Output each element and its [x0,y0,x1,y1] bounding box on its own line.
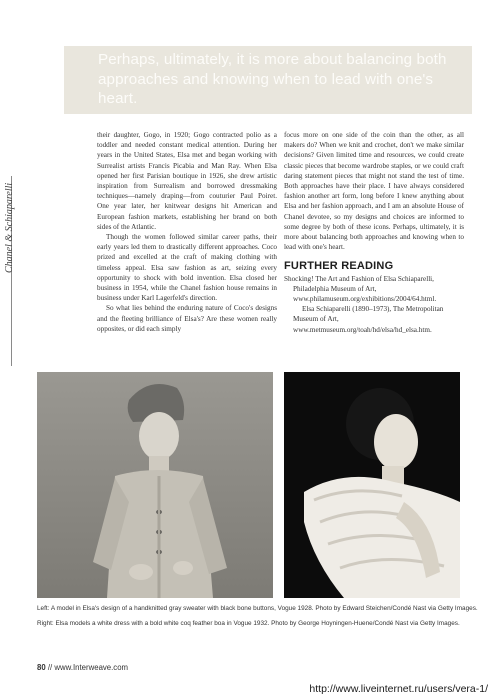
paragraph: focus more on one side of the coin than the other, as all makers do? When we knit and crochet, don't we make similar decisions? Given limited time and resources, we could create classic pieces that become wardrobe staples, or we could craft daring statement pieces that might not stand the test of time. Both approaches have their place. I have always considered fashion another art form, long before I knew anything about Elsa and her fashion approach, and I am an absolute House of Chanel devotee, so my designs and choices are informed to some degree by both of these icons. Perhaps, ultimately, it is more about balancing both approaches and knowing when to lead with one's heart. [284,131,464,252]
pull-quote: Perhaps, ultimately, it is more about balancing both approaches and knowing when to lead with one's heart. [98,51,447,108]
paragraph: their daughter, Gogo, in 1920; Gogo contracted polio as a toddler and needed constant medical attention. During her years in the United States, Elsa met and began working with Surrealist artists Francis Picabia and Man Ray. When Elsa opened her first Parisian boutique in 1926, she drew artistic inspiration from Surrealism and borrowed dressmaking techniques—namely draping—from couturier Paul Poiret. One year later, her knitwear designs hit American and European fashion markets, establishing her brand on both sides of the Atlantic. [97,131,277,231]
page-number: 80 [37,663,46,672]
caption-right: Right: Elsa models a white dress with a bold white coq feather boa in Vogue 1932. Photo by George Hoyningen-Huene/Condé Nast via Getty Images. [37,619,460,627]
reference-item: Elsa Schiaparelli (1890–1973), The Metropolitan Museum of Art, www.metmuseum.org/toah/hd/elsa/hd_elsa.htm. [293,305,444,334]
paragraph: Though the women followed similar career paths, their early years led them to drastically different approaches. Coco prized and excelled at the craft of making clothing with timeless appeal. Elsa saw fashion as art, seizing every opportunity to shock with bold invention. Elsa closed her business in 1954, while the Chanel fashion house remains in business under Karl Lagerfeld's direction. [97,233,277,303]
further-reading-heading: FURTHER READING [284,260,394,273]
photo-model-sweater [37,372,273,598]
paragraph: So what lies behind the enduring nature of Coco's designs and the fleeting brilliance of Elsa's? Are these women really opposites, or did each simply [97,304,277,333]
photo-elsa-boa [284,372,460,598]
caption-left: Left: A model in Elsa's design of a handknitted gray sweater with black bone buttons, Vogue 1928. Photo by Edward Steichen/Condé Nast via Getty Images. [37,605,478,612]
photo-captions [37,604,487,633]
reference-item: Shocking! The Art and Fashion of Elsa Schiaparelli, Philadelphia Museum of Art, www.philamuseum.org/exhibitions/2004/64.html. [284,274,437,304]
footer-separator: // [47,663,53,672]
side-section-title: Chanel & Schiaparelli [4,182,15,273]
pull-quote-box [64,46,472,114]
left-text-column [97,130,277,334]
photo-elsa-boa-image [284,372,460,598]
footer-site[interactable]: www.Interweave.com [54,663,129,672]
photo-model-sweater-image [37,372,273,598]
watermark-url: http://www.liveinternet.ru/users/vera-1/ [309,683,488,695]
right-text-column [284,130,464,335]
page-footer [37,663,128,672]
